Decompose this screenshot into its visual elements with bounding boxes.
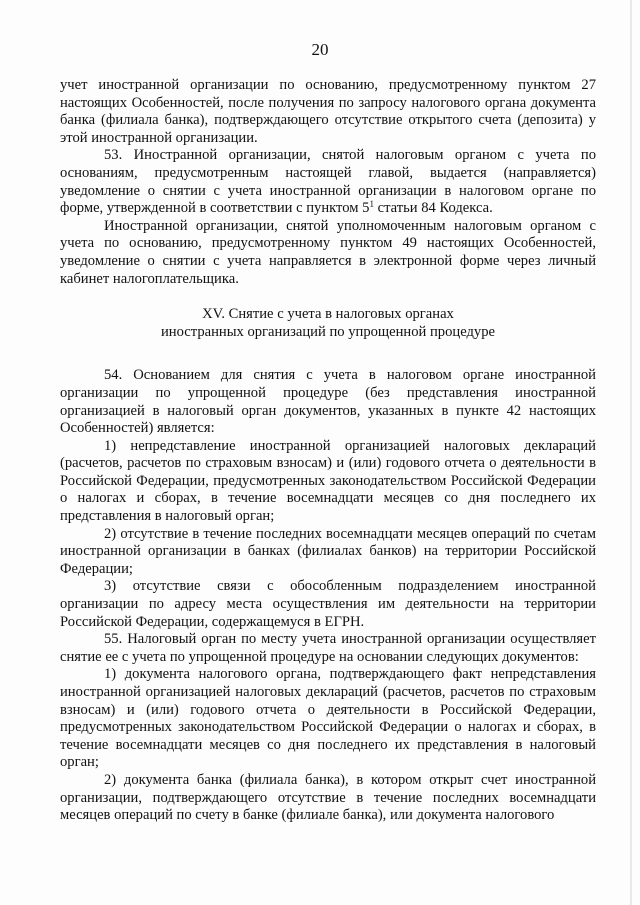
section-heading-line-2: иностранных организаций по упрощенной процедуре — [161, 323, 495, 340]
paragraph-53-notice: Иностранной организации, снятой уполномоченным налоговым органом с учета по основанию, предусмотренному пунктом 49 настоящих Особенностей, уведомление о снятии с учета направляется в электронной форме через личный кабинет налогоплательщика. — [60, 217, 596, 287]
paragraph-continuation: учет иностранной организации по основанию, предусмотренному пунктом 27 настоящих Особенностей, после получения по запросу налогового органа документа банка (филиала банка), подтверждающего отсутствие открытого счета (депозита) у этой иностранной организации. — [60, 77, 596, 146]
scan-edge — [630, 0, 632, 905]
paragraph-54: 54. Основанием для снятия с учета в налоговом органе иностранной организации по упрощенной процедуре (без представления иностранной организацией в налоговый орган документов, указанных в пункте 42 настоящих Особенностей) является: — [60, 367, 596, 437]
document-body — [60, 77, 596, 825]
paragraph-53-tail: статьи 84 Кодекса. — [373, 200, 493, 217]
paragraph-55-item-1: 1) документа налогового органа, подтверждающего факт непредставления иностранной организацией налоговых деклараций (расчетов, расчетов по страховым взносам) и (или) годового отчета о деятельности в Российской Федерации, предусмотренных законодательством Российской Федерации о налогах и сборах, в течение восемнадцати месяцев со дня последнего их представления в налоговый орган; — [60, 666, 596, 771]
paragraph-53-text: 53. Иностранной организации, снятой налоговым органом с учета по основаниям, предусмотренным настоящей главой, выдается (направляется) уведомление о снятии с учета иностранной организации в налоговом органе по форме, утвержденной в соответствии с пунктом 5 — [60, 147, 596, 217]
page-number: 20 — [311, 40, 329, 59]
paragraph-54-item-2: 2) отсутствие в течение последних восемнадцати месяцев операций по счетам иностранной организации в банках (филиалах банков) на территории Российской Федерации; — [60, 525, 596, 577]
paragraph-54-item-3: 3) отсутствие связи с обособленным подразделением иностранной организации по адресу места осуществления им деятельности на территории Российской Федерации, содержащемуся в ЕГРН. — [60, 578, 596, 630]
paragraph-55: 55. Налоговый орган по месту учета иностранной организации осуществляет снятие ее с учета по упрощенной процедуре на основании следующих документов: — [60, 631, 596, 665]
section-heading-line-1: XV. Снятие с учета в налоговых органах — [202, 306, 454, 323]
section-heading — [60, 306, 596, 341]
superscript-marker: 1 — [369, 199, 374, 210]
paragraph-54-item-1: 1) непредставление иностранной организацией налоговых деклараций (расчетов, расчетов по страховым взносам) и (или) годового отчета о деятельности в Российской Федерации, предусмотренных законодательством Российской Федерации о налогах и сборах, в течение восемнадцати месяцев со дня последнего их представления в налоговый орган; — [60, 437, 596, 525]
paragraph-55-item-2: 2) документа банка (филиала банка), в котором открыт счет иностранной организации, подтверждающего отсутствие в течение последних восемнадцати месяцев операций по счету в банке (филиале банка), или документа налогового — [60, 771, 596, 824]
paragraph-53 — [60, 147, 596, 217]
